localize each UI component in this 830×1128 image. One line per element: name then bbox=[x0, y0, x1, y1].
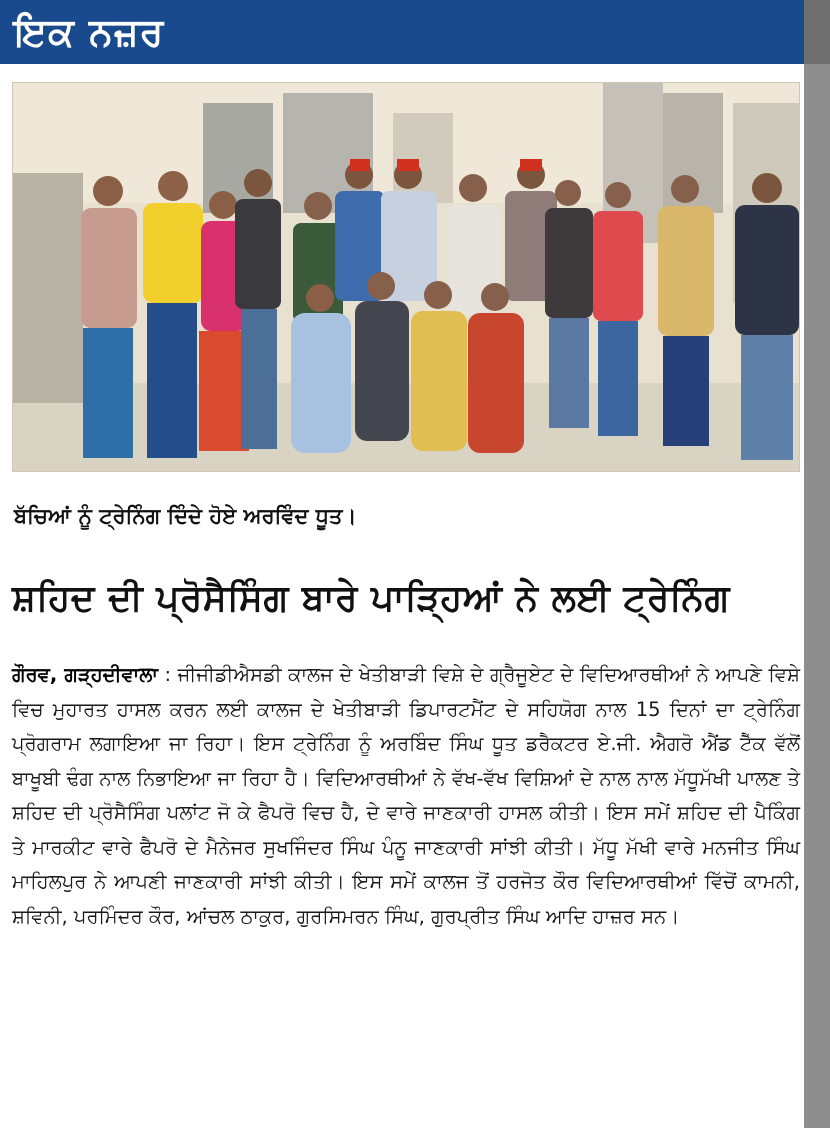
section-header bbox=[0, 0, 804, 64]
article-body-text: ਜੀਜੀਡੀਐਸਡੀ ਕਾਲਜ ਦੇ ਖੇਤੀਬਾੜੀ ਵਿਸ਼ੇ ਦੇ ਗ੍ਰੈਜੂਏਟ ਦੇ ਵਿਦਿਆਰਥੀਆਂ ਨੇ ਆਪਣੇ ਵਿਸ਼ੇ ਵਿਚ ਮੁਹਾਰਤ ਹਾਸਲ ਕਰਨ ਲਈ ਕਾਲਜ ਦੇ ਖੇਤੀਬਾੜੀ ਡਿਪਾਰਟਮੈਂਟ ਦੇ ਸਹਿਯੋਗ ਨਾਲ 15 ਦਿਨਾਂ ਦਾ ਟ੍ਰੇਨਿੰਗ ਪ੍ਰੋਗਰਾਮ ਲਗਾਇਆ ਜਾ ਰਿਹਾ। ਇਸ ਟ੍ਰੇਨਿੰਗ ਨੂੰ ਅਰਬਿੰਦ ਸਿੰਘ ਧੂਤ ਡਰੈਕਟਰ ਏ.ਜੀ. ਐਗਰੋ ਐਂਡ ਟੈੱਕ ਵੱਲੋਂ ਬਾਖੂਬੀ ਢੰਗ ਨਾਲ ਨਿਭਾਇਆ ਜਾ ਰਿਹਾ ਹੈ। ਵਿਦਿਆਰਥੀਆਂ ਨੇ ਵੱਖ-ਵੱਖ ਵਿਸ਼ਿਆਂ ਦੇ ਨਾਲ ਨਾਲ ਮੱਧੂਮੱਖੀ ਪਾਲਣ ਤੇ ਸ਼ਹਿਦ ਦੀ ਪ੍ਰੋਸੈਸਿੰਗ ਪਲਾਂਟ ਜੋ ਕੇ ਫੈਪਰੋ ਵਿਚ ਹੈ, ਦੇ ਵਾਰੇ ਜਾਣਕਾਰੀ ਹਾਸਲ ਕੀਤੀ। ਇਸ ਸਮੇਂ ਸ਼ਹਿਦ ਦੀ ਪੈਕਿੰਗ ਤੇ ਮਾਰਕੀਟ ਵਾਰੇ ਫੈਪਰੋ ਦੇ ਮੈਨੇਜਰ ਸੁਖਜਿੰਦਰ ਸਿੰਘ ਪੰਨੂ ਜਾਣਕਾਰੀ ਸਾਂਝੀ ਕੀਤੀ। ਮੱਧੂ ਮੱਖੀ ਵਾਰੇ ਮਨਜੀਤ ਸਿੰਘ ਮਾਹਿਲਪੁਰ ਨੇ ਆਪਣੀ ਜਾਣਕਾਰੀ ਸਾਂਝੀ ਕੀਤੀ। ਇਸ ਸਮੇਂ ਕਾਲਜ ਤੋਂ ਹਰਜੋਤ ਕੌਰ ਵਿਦਿਆਰਥੀਆਂ ਵਿੱਚੋਂ ਕਾਮਨੀ, ਸ਼ਵਿਨੀ, ਪਰਮਿੰਦਰ ਕੌਰ, ਆਂਚਲ ਠਾਕੁਰ, ਗੁਰਸਿਮਰਨ ਸਿੰਘ, ਗੁਰਪ੍ਰੀਤ ਸਿੰਘ ਆਦਿ ਹਾਜ਼ਰ ਸਨ। bbox=[12, 663, 801, 928]
page-edge-strip-top bbox=[804, 0, 830, 64]
section-title: ਇਕ ਨਜ਼ਰ bbox=[14, 10, 165, 54]
article-byline: ਗੌਰਵ, ਗੜ੍ਹਦੀਵਾਲਾ bbox=[12, 663, 158, 686]
byline-separator: : bbox=[158, 663, 178, 686]
group-photo bbox=[12, 82, 800, 472]
page-edge-strip bbox=[804, 0, 830, 1128]
article-body bbox=[12, 658, 800, 934]
photo-caption: ਬੱਚਿਆਂ ਨੂੰ ਟ੍ਰੇਨਿੰਗ ਦਿੰਦੇ ਹੋਏ ਅਰਵਿੰਦ ਧੂਤ। bbox=[14, 504, 357, 528]
article-headline: ਸ਼ਹਿਦ ਦੀ ਪ੍ਰੋਸੈਸਿੰਗ ਬਾਰੇ ਪਾੜ੍ਹਿਆਂ ਨੇ ਲਈ ਟ੍ਰੇਨਿੰਗ bbox=[12, 578, 730, 619]
group-photo-icon bbox=[13, 83, 799, 471]
